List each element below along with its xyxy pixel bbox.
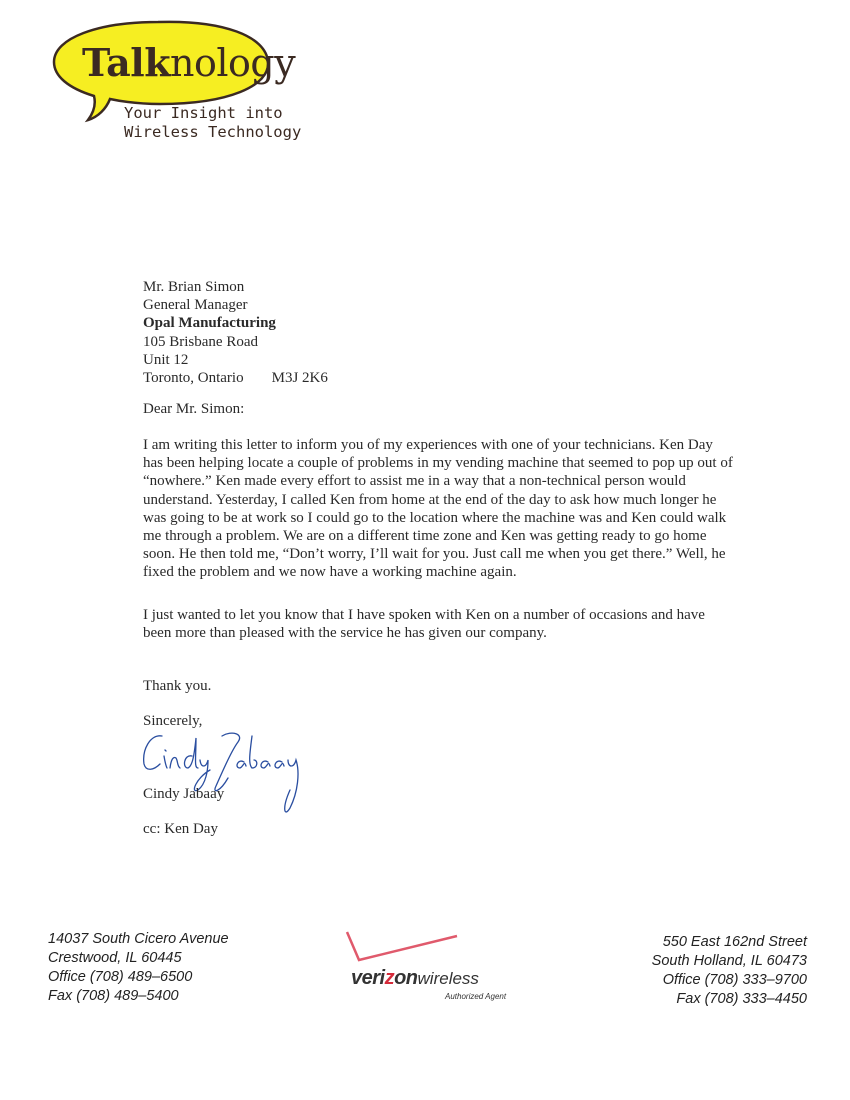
verizon-wordmark: verizonwireless	[351, 967, 479, 989]
handwritten-signature	[140, 728, 310, 818]
sign-off: Sincerely,	[143, 713, 203, 729]
talknology-logo	[48, 14, 338, 144]
footer-address-south-holland: 550 East 162nd Street South Holland, IL 60473 Office (708) 333–9700 Fax (708) 333–4450	[651, 934, 807, 1007]
salutation: Dear Mr. Simon:	[143, 401, 245, 417]
recipient-name: Mr. Brian Simon	[143, 279, 245, 295]
thanks-line: Thank you.	[143, 678, 212, 694]
verizon-wireless-logo	[345, 930, 525, 1010]
recipient-street: 105 Brisbane Road	[143, 333, 258, 350]
recipient-address	[143, 278, 328, 387]
body-paragraph-1: I am writing this letter to inform you of my experiences with one of your technicians. Ken Day has been helping locate a couple of problems in my vending machine that seemed to pop up out of “nowhere.” Ken made every effort to assist me in a way that a non-technical person would understand. Yesterday, I called Ken from home at the end of the day to ask how much longer he was going to be at work so I could go to the location where the machine was and Ken could walk me through a problem. We are on a different time zone and Ken was getting ready to go home soon. He then told me, “Don’t worry, I’ll wait for you. Just call me when you get there.” Well, he fixed the problem and we now have a working machine again.	[143, 437, 733, 581]
signer-name: Cindy Jabaay	[143, 786, 225, 802]
recipient-unit: Unit 12	[143, 351, 189, 368]
brand-name: Talknology	[82, 40, 296, 85]
recipient-city: Toronto, Ontario	[143, 370, 244, 387]
recipient-company: Opal Manufacturing	[143, 315, 276, 332]
footer-address-crestwood: 14037 South Cicero Avenue Crestwood, IL 60445 Office (708) 489–6500 Fax (708) 489–5400	[48, 931, 229, 1004]
authorized-agent-label: Authorized Agent	[445, 992, 507, 1001]
recipient-postal: M3J 2K6	[271, 370, 328, 387]
brand-tagline: Your Insight into Wireless Technology	[124, 104, 302, 141]
cc-line: cc: Ken Day	[143, 821, 218, 837]
recipient-title: General Manager	[143, 297, 248, 314]
body-paragraph-2: I just wanted to let you know that I have spoken with Ken on a number of occasions and have been more than pleased with the service he has given our company.	[143, 607, 705, 642]
checkmark-icon	[345, 930, 525, 970]
